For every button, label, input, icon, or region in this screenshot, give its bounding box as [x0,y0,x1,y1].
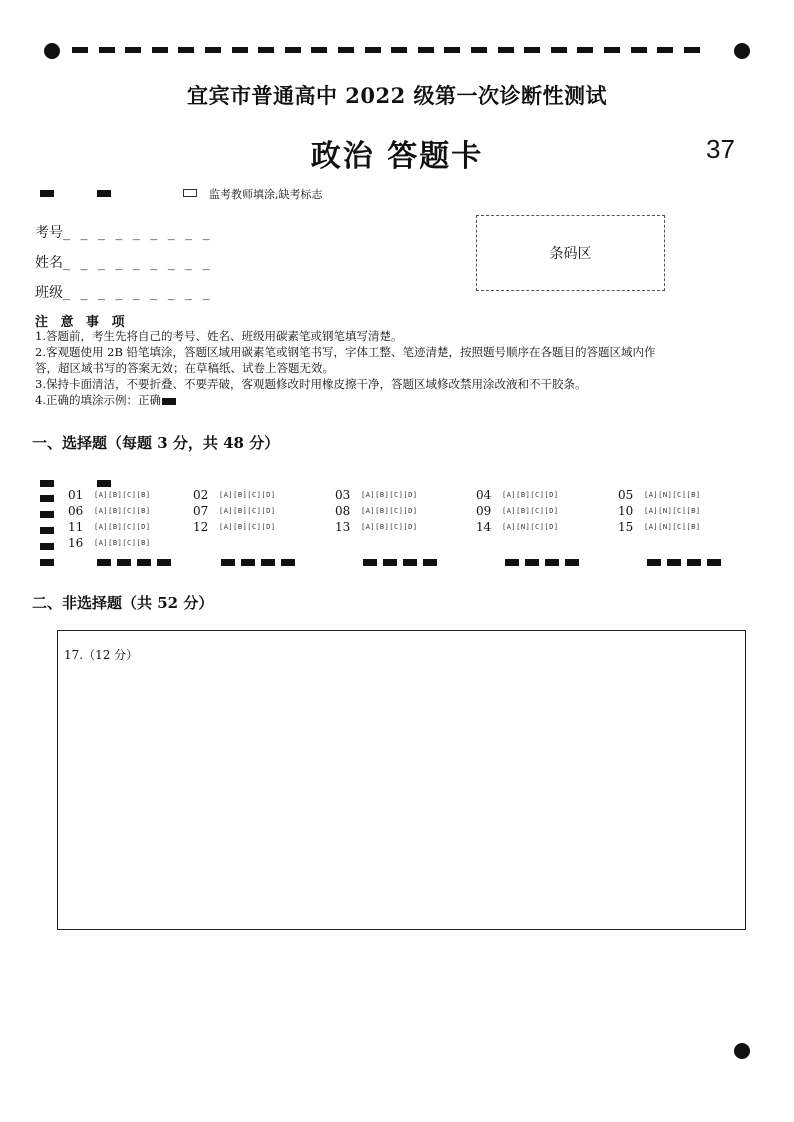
question-number: 13 [335,520,351,534]
note-item: 2.客观题使用 2B 铅笔填涂，答题区域用碳素笔或钢笔书写，字体工整、笔迹清楚，按照题号顺序在各题目的答题区域内作 [35,345,656,359]
answer-options[interactable]: [A][B][C][D] [219,523,276,531]
timing-mark [221,559,235,566]
registration-dash [657,47,673,53]
answer-options[interactable]: [A][B][C][D] [361,491,418,499]
question-number: 04 [476,488,492,502]
registration-dash [125,47,141,53]
registration-dash-line [72,47,712,54]
registration-dash [631,47,647,53]
timing-mark [241,559,255,566]
answer-options[interactable]: [A][B][C][D] [219,507,276,515]
registration-dot-right [734,43,750,59]
answer-options[interactable]: [A][N][C][B] [644,491,701,499]
registration-dash [418,47,434,53]
question-number: 07 [193,504,209,518]
timing-mark [97,190,111,197]
timing-mark [40,527,54,534]
registration-dash [232,47,248,53]
registration-dash [205,47,221,53]
section-2-title: 二、非选择题（共 52 分） [32,594,214,612]
timing-mark [40,559,54,566]
field-line[interactable]: _ _ _ _ _ _ _ _ _ [63,225,213,241]
answer-options[interactable]: [A][B][C][D] [94,523,151,531]
registration-dash [577,47,593,53]
registration-dash [498,47,514,53]
registration-dot-left [44,43,60,59]
question-number: 12 [193,520,209,534]
answer-options[interactable]: [A][B][C][D] [361,523,418,531]
question-number: 11 [68,520,84,534]
registration-dash [471,47,487,53]
timing-mark [363,559,377,566]
registration-dash [178,47,194,53]
registration-dash [311,47,327,53]
timing-mark [261,559,275,566]
timing-mark [117,559,131,566]
question-number: 03 [335,488,351,502]
note-item [35,392,176,408]
question-number: 16 [68,536,84,550]
field-line[interactable]: _ _ _ _ _ _ _ _ _ [63,255,213,271]
barcode-area [476,215,665,291]
timing-mark [137,559,151,566]
timing-mark [423,559,437,566]
registration-dash [444,47,460,53]
note-item: 1.答题前，考生先将自己的考号、姓名、班级用碳素笔或钢笔填写清楚。 [35,329,403,343]
timing-mark [97,480,111,487]
registration-dash [99,47,115,53]
registration-dash [72,47,88,53]
answer-options[interactable]: [A][B][C][B] [94,539,151,547]
timing-mark [647,559,661,566]
field-line[interactable]: _ _ _ _ _ _ _ _ _ [63,285,213,301]
timing-mark [40,190,54,197]
registration-dash [258,47,274,53]
question-number: 09 [476,504,492,518]
question-number: 01 [68,488,84,502]
section-1-title: 一、选择题（每题 3 分，共 48 分） [32,434,280,452]
timing-mark [687,559,701,566]
timing-mark [667,559,681,566]
timing-mark [545,559,559,566]
absent-note: 监考教师填涂,缺考标志 [209,188,323,201]
timing-mark [40,543,54,550]
timing-mark [525,559,539,566]
question-number: 10 [618,504,634,518]
answer-options[interactable]: [A][B][C][B] [94,491,151,499]
question-number: 02 [193,488,209,502]
answer-options[interactable]: [A][B][C][B] [94,507,151,515]
registration-dot-bottom [734,1043,750,1059]
registration-dash [391,47,407,53]
answer-options[interactable]: [A][B][C][D] [502,491,559,499]
field-label: 考号 [35,225,63,241]
registration-dash [365,47,381,53]
timing-mark [40,480,54,487]
q17-answer-box[interactable] [57,630,746,930]
correct-fill-example [162,398,176,405]
timing-mark [281,559,295,566]
page-number: 37 [706,134,735,164]
registration-dash [684,47,700,53]
card-title: 政治 答题卡 [310,139,484,174]
question-number: 08 [335,504,351,518]
answer-options[interactable]: [A][B][C][D] [361,507,418,515]
note-item-text: 4.正确的填涂示例：正确 [35,393,161,407]
question-number: 15 [618,520,634,534]
timing-mark [157,559,171,566]
field-label: 姓名 [35,255,63,271]
field-label: 班级 [35,285,63,301]
question-number: 14 [476,520,492,534]
exam-subtitle: 宜宾市普通高中 2022 级第一次诊断性测试 [186,83,608,108]
timing-mark [97,559,111,566]
timing-mark [565,559,579,566]
timing-mark [707,559,721,566]
answer-options[interactable]: [A][N][C][D] [502,523,559,531]
note-item: 3.保持卡面清洁，不要折叠、不要弄破，客观题修改时用橡皮擦干净，答题区域修改禁用涂改液和不干胶条。 [35,377,587,391]
timing-mark [40,495,54,502]
timing-mark [505,559,519,566]
q17-label: 17.（12 分） [64,648,139,662]
name-field [35,252,213,272]
barcode-label: 条码区 [549,246,592,262]
registration-dash [338,47,354,53]
note-item: 答，超区域书写的答案无效；在草稿纸、试卷上答题无效。 [35,361,334,375]
answer-options[interactable]: [A][N][C][B] [644,523,701,531]
timing-mark [403,559,417,566]
answer-options[interactable]: [A][N][C][B] [644,507,701,515]
registration-dash [551,47,567,53]
timing-mark [383,559,397,566]
timing-mark [40,511,54,518]
answer-options[interactable]: [A][B][C][D] [219,491,276,499]
registration-dash [152,47,168,53]
exam-number-field [35,222,213,242]
answer-options[interactable]: [A][B][C][D] [502,507,559,515]
question-number: 06 [68,504,84,518]
class-field [35,282,213,302]
absent-checkbox[interactable] [183,189,197,197]
registration-dash [285,47,301,53]
registration-dash [604,47,620,53]
registration-dash [524,47,540,53]
notes-title: 注 意 事 项 [35,315,129,330]
question-number: 05 [618,488,634,502]
